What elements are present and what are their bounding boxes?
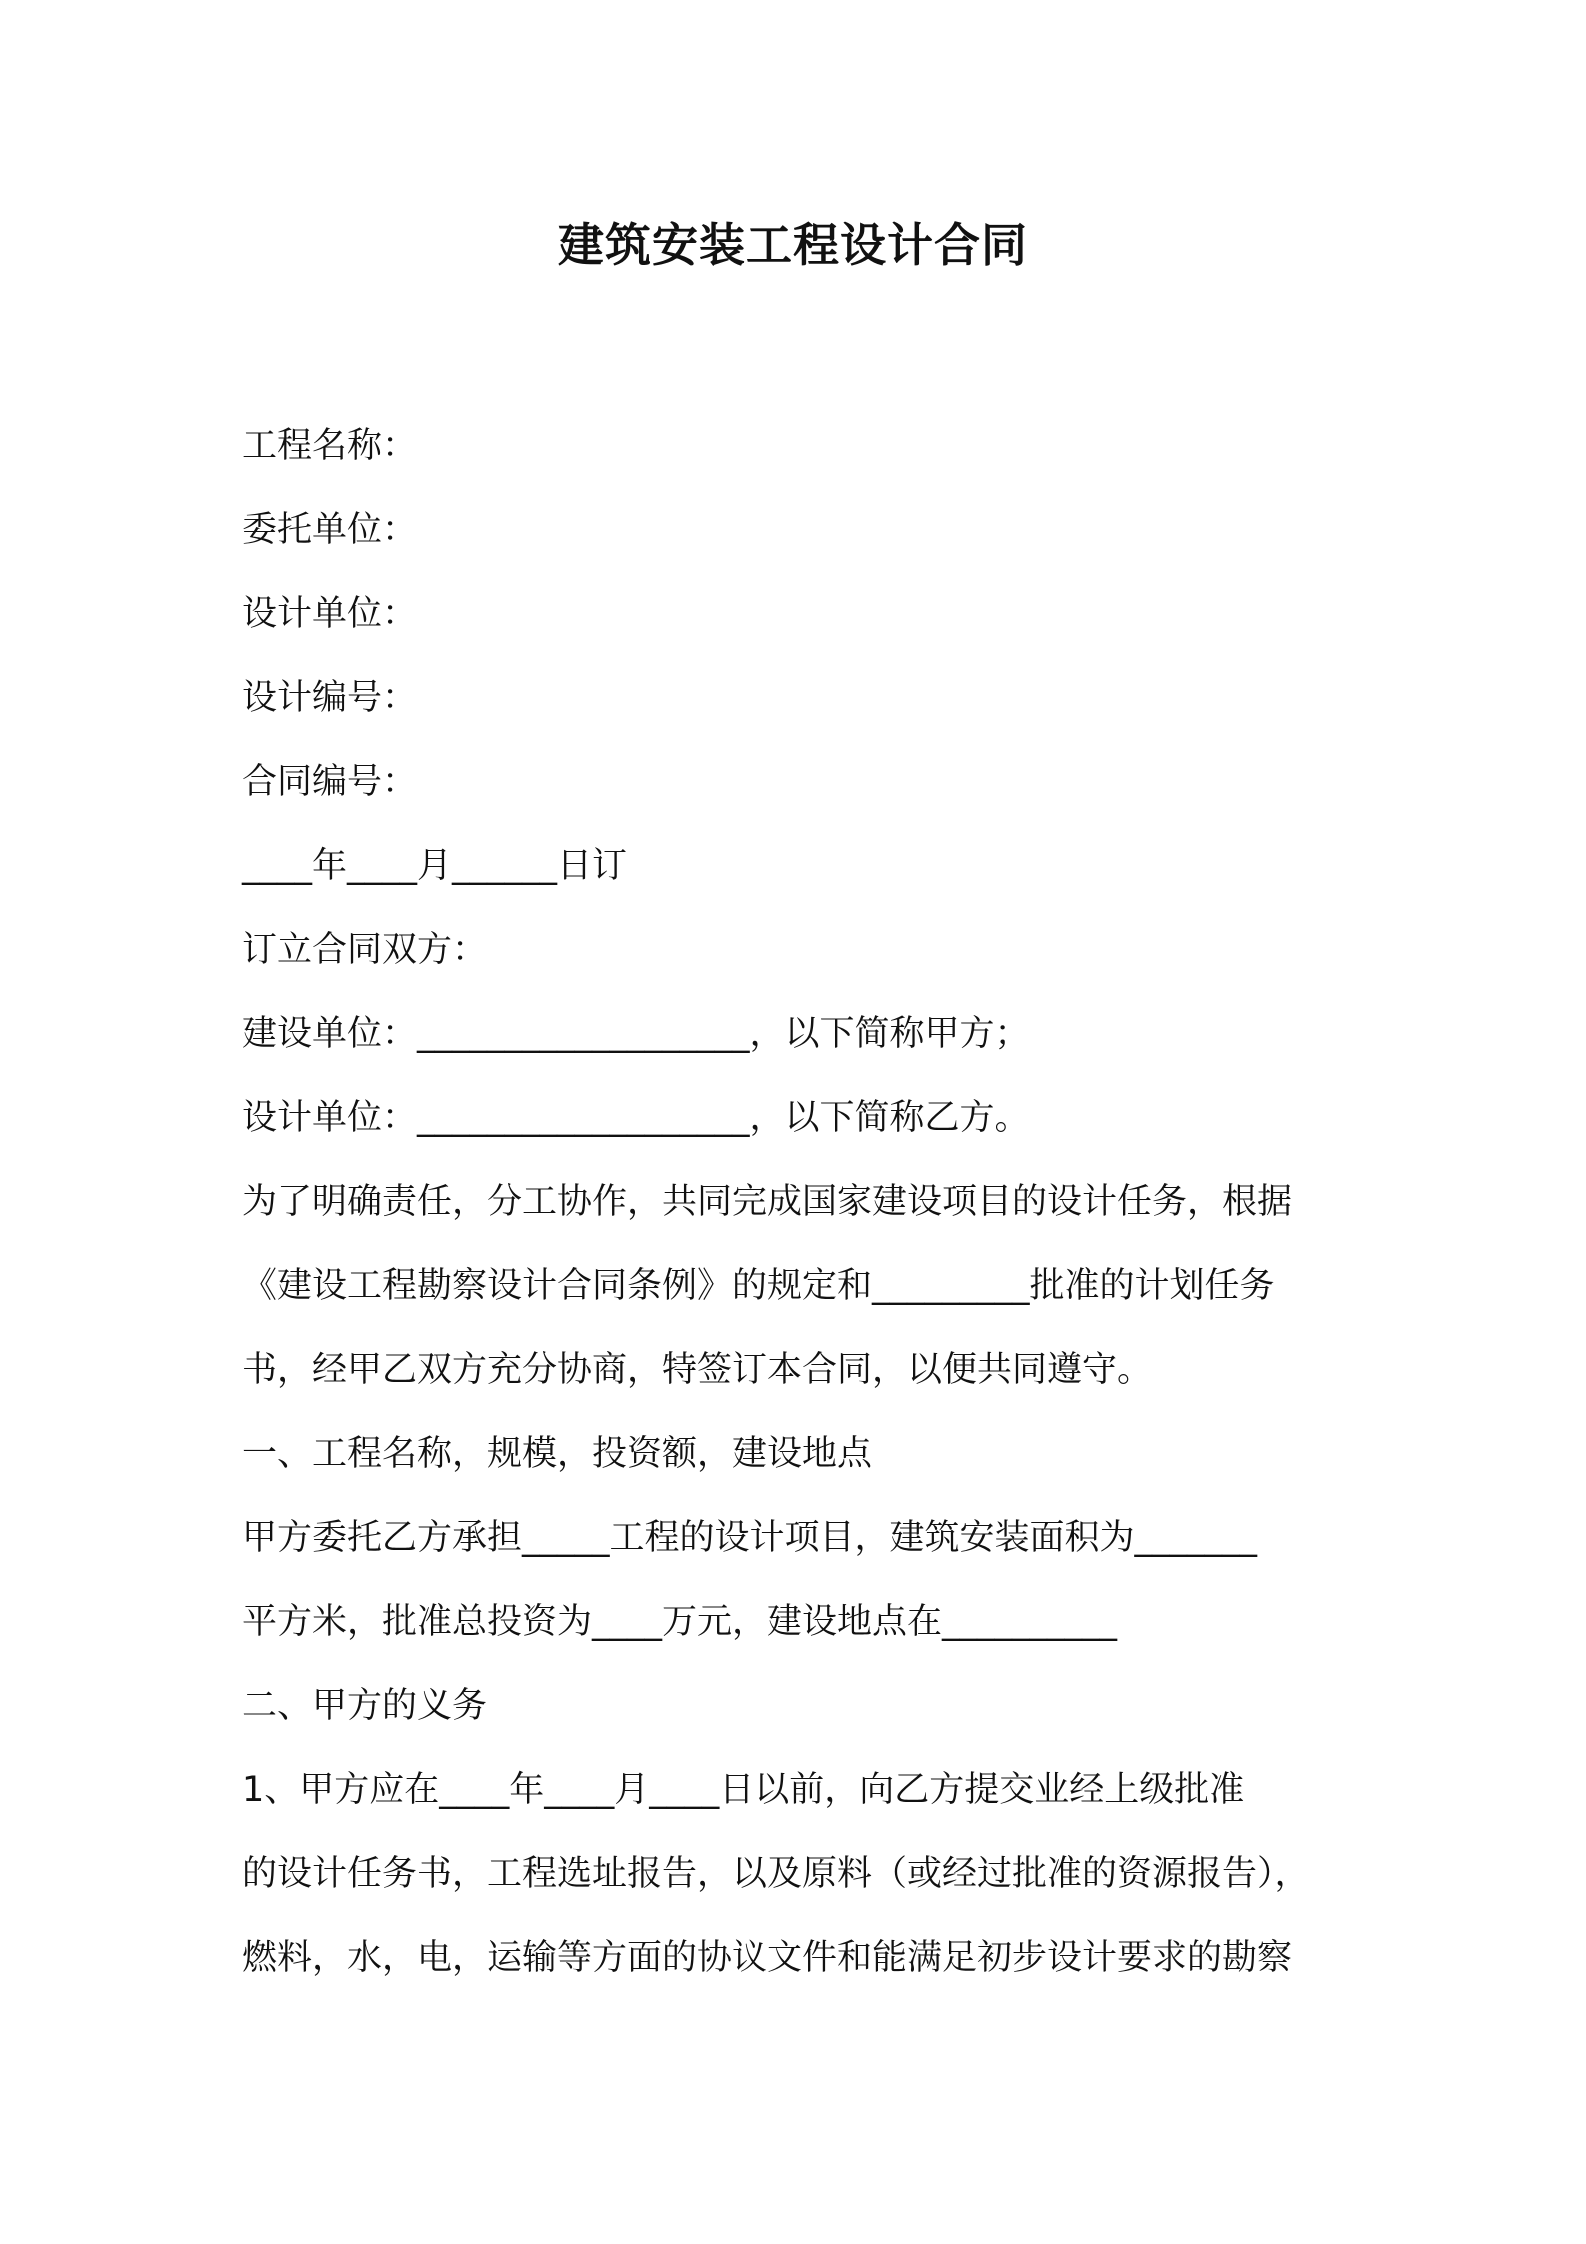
section-2-line-2: 的设计任务书，工程选址报告，以及原料（或经过批准的资源报告）， (242, 1854, 1310, 1894)
party-a-line: 建设单位：___________________，以下简称甲方； (242, 1014, 1030, 1054)
field-design-unit: 设计单位： (242, 594, 418, 634)
section-1-line-2: 平方米，批准总投资为____万元，建设地点在__________ (242, 1602, 1118, 1642)
field-project-name: 工程名称： (242, 426, 418, 466)
section-2-heading: 二、甲方的义务 (242, 1686, 488, 1726)
document-body (242, 404, 1372, 2000)
preamble-line-1: 为了明确责任，分工协作，共同完成国家建设项目的设计任务，根据 (242, 1182, 1293, 1222)
field-date: ____年____月______日订 (242, 846, 628, 886)
section-2-line-3: 燃料，水，电，运输等方面的协议文件和能满足初步设计要求的勘察 (242, 1938, 1293, 1978)
section-1-line-1: 甲方委托乙方承担_____工程的设计项目，建筑安装面积为_______ (242, 1518, 1258, 1558)
parties-heading: 订立合同双方： (242, 930, 488, 970)
preamble-line-2: 《建设工程勘察设计合同条例》的规定和_________批准的计划任务 (242, 1266, 1275, 1306)
party-b-line: 设计单位：___________________，以下简称乙方。 (242, 1098, 1030, 1138)
preamble-line-3: 书，经甲乙双方充分协商，特签订本合同，以便共同遵守。 (242, 1350, 1153, 1390)
field-client-unit: 委托单位： (242, 510, 418, 550)
document-title: 建筑安装工程设计合同 (558, 218, 1028, 272)
section-2-line-1: 1、甲方应在____年____月____日以前，向乙方提交业经上级批准 (242, 1770, 1245, 1810)
field-design-number: 设计编号： (242, 678, 418, 718)
section-1-heading: 一、工程名称，规模，投资额，建设地点 (242, 1434, 873, 1474)
field-contract-number: 合同编号： (242, 762, 418, 802)
